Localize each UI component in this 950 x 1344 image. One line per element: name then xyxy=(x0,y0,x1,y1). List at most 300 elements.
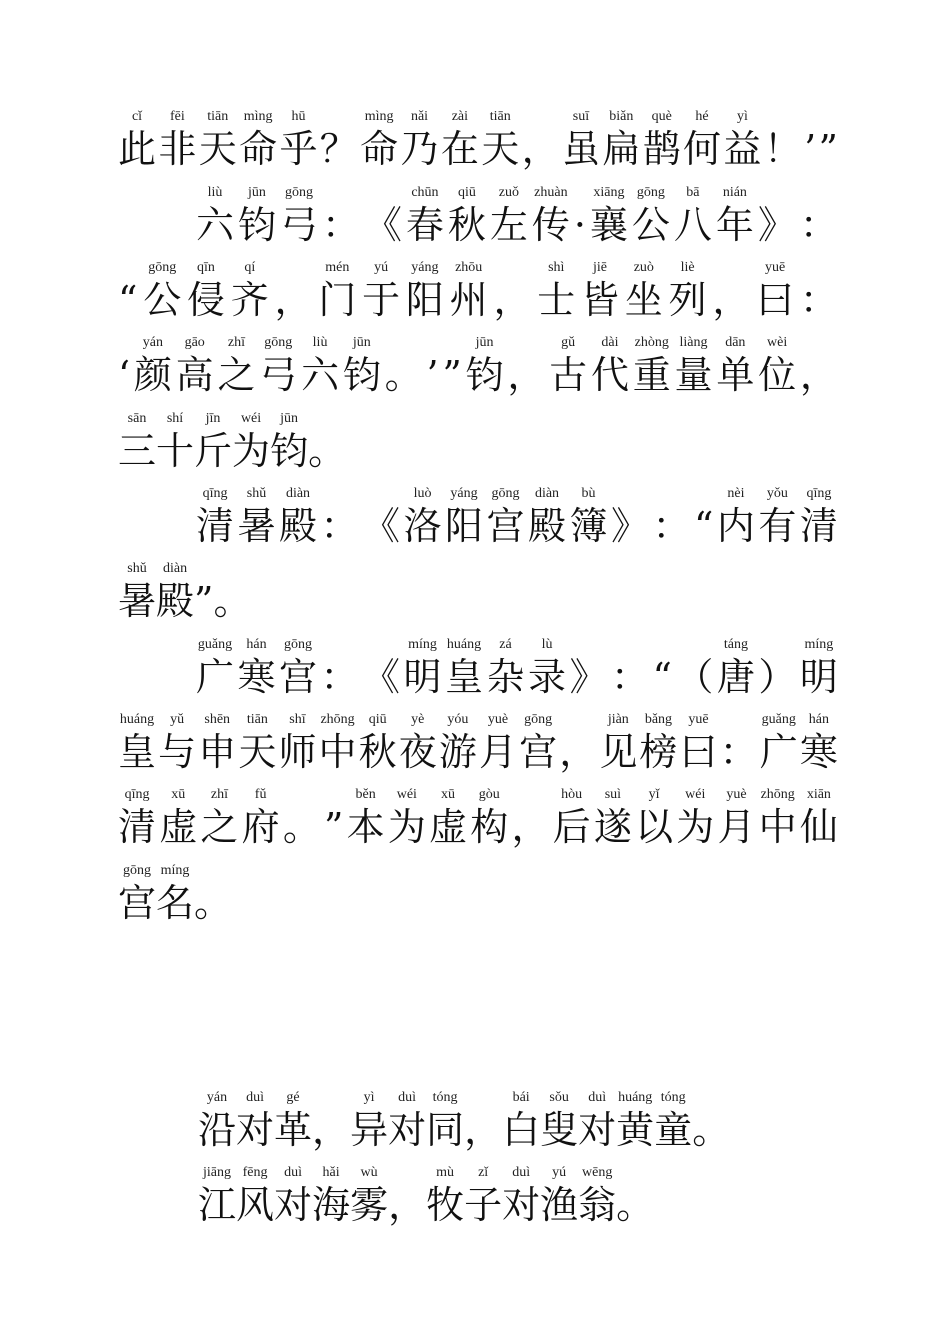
pinyin: fēi xyxy=(169,109,185,124)
ruby-char xyxy=(528,487,566,547)
ruby-char xyxy=(643,110,681,170)
text-line xyxy=(118,408,838,472)
hanzi: 虽 xyxy=(561,127,600,171)
hanzi: 中 xyxy=(318,730,357,774)
hanzi: 虚 xyxy=(429,805,468,849)
hanzi: 《 xyxy=(362,504,401,548)
pinyin: yuè xyxy=(487,712,509,727)
ruby-char xyxy=(360,110,398,170)
hanzi: 对 xyxy=(388,1108,427,1152)
hanzi: ’ xyxy=(426,353,439,397)
hanzi: 皆 xyxy=(581,278,620,322)
text-line xyxy=(118,106,838,170)
ruby-char xyxy=(134,336,172,396)
ruby-char xyxy=(196,487,234,547)
ruby-char xyxy=(680,713,718,773)
ruby-char xyxy=(578,1166,616,1226)
text-line xyxy=(196,634,838,698)
pinyin: zhōng xyxy=(760,787,795,802)
pinyin: xū xyxy=(171,787,186,802)
hanzi: 殿 xyxy=(528,504,567,548)
ruby-char xyxy=(442,336,461,396)
ruby-char xyxy=(800,336,838,396)
ruby-char xyxy=(301,336,339,396)
hanzi: 于 xyxy=(362,278,401,322)
hanzi: 唐 xyxy=(716,655,755,699)
hanzi: “ xyxy=(652,655,672,699)
hanzi: 位 xyxy=(758,353,797,397)
ruby-char xyxy=(312,1091,350,1151)
pinyin: yuē xyxy=(765,260,786,275)
pinyin: tóng xyxy=(432,1090,458,1105)
hanzi: ！ xyxy=(763,127,802,171)
pinyin: wēng xyxy=(582,1165,613,1180)
hanzi: 对 xyxy=(502,1183,541,1227)
ruby-char xyxy=(196,638,234,698)
hanzi: 代 xyxy=(590,353,629,397)
ruby-char xyxy=(238,487,276,547)
hanzi: 单 xyxy=(716,353,755,397)
pinyin: xū xyxy=(441,787,456,802)
hanzi: 寒 xyxy=(237,655,276,699)
pinyin: tiān xyxy=(207,109,229,124)
pinyin: duì xyxy=(512,1165,531,1180)
hanzi: 天 xyxy=(481,127,520,171)
pinyin: gōng xyxy=(123,863,151,878)
ruby-char xyxy=(570,638,608,698)
hanzi: 明 xyxy=(403,655,442,699)
ruby-char xyxy=(238,638,276,698)
hanzi: 六 xyxy=(301,353,340,397)
hanzi: 曰 xyxy=(679,730,718,774)
ruby-char xyxy=(236,1166,274,1226)
hanzi: 鹊 xyxy=(642,127,681,171)
ruby-char xyxy=(118,562,156,622)
ruby-char xyxy=(279,110,317,170)
hanzi: ” xyxy=(818,127,838,171)
ruby-char xyxy=(466,336,504,396)
ruby-char xyxy=(320,110,358,170)
pinyin: liù xyxy=(207,185,223,200)
hanzi: ” xyxy=(324,805,344,849)
hanzi: 公 xyxy=(631,203,670,247)
hanzi: 构 xyxy=(470,805,509,849)
ruby-char xyxy=(236,1091,274,1151)
ruby-char xyxy=(633,336,671,396)
pinyin: yáng xyxy=(411,260,439,275)
ruby-char xyxy=(429,788,467,848)
ruby-char xyxy=(217,336,255,396)
pinyin: zhòng xyxy=(634,335,669,350)
hanzi: 白 xyxy=(502,1108,541,1152)
ruby-char xyxy=(158,713,196,773)
ruby-char xyxy=(445,638,483,698)
pinyin: liù xyxy=(312,335,328,350)
ruby-char xyxy=(758,186,796,246)
ruby-char xyxy=(283,788,321,848)
pinyin: gōng xyxy=(284,637,312,652)
pinyin: hán xyxy=(246,637,267,652)
pinyin: duì xyxy=(246,1090,264,1105)
hanzi: 为 xyxy=(387,805,426,849)
ruby-char xyxy=(194,562,213,622)
hanzi: ： xyxy=(320,504,359,548)
pinyin: hū xyxy=(291,109,306,124)
ruby-char xyxy=(198,1091,236,1151)
pinyin: shǔ xyxy=(246,486,267,501)
ruby-char xyxy=(599,713,637,773)
ruby-char xyxy=(404,638,442,698)
ruby-char xyxy=(199,110,237,170)
hanzi: 中 xyxy=(758,805,797,849)
ruby-char xyxy=(692,1091,730,1151)
hanzi: 春 xyxy=(405,203,444,247)
verse-line xyxy=(198,1087,730,1151)
hanzi: 榜 xyxy=(639,730,678,774)
hanzi: ， xyxy=(493,278,532,322)
ruby-char xyxy=(399,713,437,773)
hanzi: 乎 xyxy=(279,127,318,171)
hanzi: ” xyxy=(194,579,214,623)
hanzi: ： xyxy=(652,504,691,548)
ruby-char xyxy=(493,261,531,321)
pinyin: zhī xyxy=(227,335,246,350)
hanzi: ， xyxy=(388,1183,427,1227)
hanzi: 为 xyxy=(232,429,271,473)
hanzi: ， xyxy=(464,1108,503,1152)
pinyin: duì xyxy=(398,1090,417,1105)
ruby-char xyxy=(654,1091,692,1151)
hanzi: ， xyxy=(274,278,313,322)
ruby-char xyxy=(439,713,477,773)
ruby-char xyxy=(519,713,557,773)
ruby-char xyxy=(280,186,318,246)
ruby-char xyxy=(359,713,397,773)
pinyin: qīng xyxy=(124,787,150,802)
ruby-char xyxy=(490,186,528,246)
ruby-char xyxy=(800,487,838,547)
ruby-char xyxy=(759,788,797,848)
ruby-char xyxy=(194,412,232,472)
hanzi: ， xyxy=(312,1108,351,1152)
ruby-char xyxy=(578,1091,616,1151)
pinyin: tóng xyxy=(660,1090,686,1105)
ruby-char xyxy=(756,261,794,321)
pinyin: gōng xyxy=(264,335,293,350)
hanzi: ？ xyxy=(319,127,358,171)
text-line xyxy=(196,483,838,547)
ruby-char xyxy=(632,186,670,246)
hanzi: 。 xyxy=(308,429,347,473)
hanzi: 非 xyxy=(158,127,197,171)
hanzi: 。 xyxy=(213,579,252,623)
hanzi: 夜 xyxy=(398,730,437,774)
ruby-char xyxy=(270,412,308,472)
ruby-char xyxy=(231,261,269,321)
ruby-char xyxy=(321,487,359,547)
ruby-char xyxy=(553,788,591,848)
pinyin: qí xyxy=(244,260,256,275)
pinyin: yú xyxy=(374,260,389,275)
hanzi: ： xyxy=(799,278,838,322)
ruby-char xyxy=(242,788,280,848)
hanzi: 侵 xyxy=(186,278,225,322)
ruby-char xyxy=(653,487,691,547)
hanzi: 宫 xyxy=(118,881,157,925)
pinyin: gōng xyxy=(636,185,665,200)
ruby-char xyxy=(764,110,802,170)
hanzi: 皇 xyxy=(445,655,484,699)
hanzi: 》 xyxy=(569,655,608,699)
pinyin: bǎng xyxy=(644,712,673,727)
hanzi: 殿 xyxy=(279,504,318,548)
hanzi: 见 xyxy=(599,730,638,774)
ruby-char xyxy=(406,261,444,321)
ruby-char xyxy=(156,412,194,472)
hanzi: 。 xyxy=(384,353,423,397)
ruby-char xyxy=(156,562,194,622)
ruby-char xyxy=(562,110,600,170)
hanzi: 为 xyxy=(676,805,715,849)
hanzi: “ xyxy=(694,504,714,548)
ruby-char xyxy=(118,864,156,924)
hanzi: 黄 xyxy=(616,1108,655,1152)
pinyin: hǎi xyxy=(322,1165,340,1180)
ruby-char xyxy=(364,186,402,246)
hanzi: 阳 xyxy=(405,278,444,322)
ruby-char xyxy=(611,638,649,698)
ruby-char xyxy=(324,788,343,848)
pinyin: dài xyxy=(601,335,619,350)
pinyin: gōng xyxy=(524,712,553,727)
hanzi: 明 xyxy=(799,655,838,699)
pinyin: yóu xyxy=(447,712,469,727)
pinyin: gōng xyxy=(148,260,177,275)
pinyin: jiàn xyxy=(607,712,629,727)
hanzi: 列 xyxy=(668,278,707,322)
ruby-char xyxy=(522,110,560,170)
hanzi: 《 xyxy=(362,655,401,699)
text-line xyxy=(118,332,838,396)
pinyin: bái xyxy=(512,1090,530,1105)
pinyin: yǔ xyxy=(170,712,185,727)
ruby-char xyxy=(502,1166,540,1226)
ruby-char xyxy=(279,487,317,547)
hanzi: 有 xyxy=(758,504,797,548)
ruby-char xyxy=(319,713,357,773)
pinyin: mén xyxy=(325,260,350,275)
text-line xyxy=(118,558,838,622)
ruby-char xyxy=(625,261,663,321)
hanzi: 广 xyxy=(196,655,235,699)
hanzi: （ xyxy=(675,655,714,699)
hanzi: 在 xyxy=(440,127,479,171)
hanzi: ’ xyxy=(804,127,817,171)
ruby-char xyxy=(274,1091,312,1151)
ruby-char xyxy=(804,110,816,170)
hanzi: ， xyxy=(521,127,560,171)
hanzi: ： xyxy=(320,655,359,699)
pinyin: gé xyxy=(286,1090,300,1105)
hanzi: 以 xyxy=(635,805,674,849)
pinyin: yì xyxy=(736,109,748,124)
pinyin: yú xyxy=(552,1165,567,1180)
hanzi: 秋 xyxy=(447,203,486,247)
ruby-char xyxy=(540,1166,578,1226)
pinyin: biǎn xyxy=(609,109,634,124)
hanzi: 对 xyxy=(236,1108,275,1152)
hanzi: 秋 xyxy=(358,730,397,774)
hanzi: 异 xyxy=(350,1108,389,1152)
ruby-char xyxy=(406,186,444,246)
hanzi: 。 xyxy=(616,1183,655,1227)
pinyin: huáng xyxy=(119,712,155,727)
ruby-char xyxy=(450,261,488,321)
pinyin: zhōu xyxy=(455,260,483,275)
pinyin: guǎng xyxy=(761,712,796,727)
pinyin: liè xyxy=(680,260,695,275)
ruby-char xyxy=(716,336,754,396)
pinyin: yáng xyxy=(450,486,478,501)
ruby-char xyxy=(540,1091,578,1151)
ruby-char xyxy=(156,864,194,924)
ruby-char xyxy=(308,412,346,472)
ruby-char xyxy=(118,110,156,170)
hanzi: 重 xyxy=(632,353,671,397)
pinyin: zá xyxy=(499,637,512,652)
pinyin: què xyxy=(651,109,672,124)
pinyin: lù xyxy=(541,637,553,652)
ruby-char xyxy=(537,261,575,321)
ruby-char xyxy=(616,1091,654,1151)
ruby-char xyxy=(200,788,238,848)
hanzi: 风 xyxy=(236,1183,275,1227)
hanzi: 襄 xyxy=(589,203,628,247)
text-line xyxy=(118,709,838,773)
ruby-char xyxy=(318,261,356,321)
pinyin: diàn xyxy=(534,486,560,501)
ruby-char xyxy=(487,487,525,547)
hanzi: 六 xyxy=(196,203,235,247)
hanzi: 师 xyxy=(278,730,317,774)
pinyin: bā xyxy=(686,185,700,200)
ruby-char xyxy=(694,487,713,547)
ruby-char xyxy=(448,186,486,246)
pinyin: zǐ xyxy=(478,1165,489,1180)
ruby-char xyxy=(441,110,479,170)
pinyin: wéi xyxy=(685,787,706,802)
pinyin: gōng xyxy=(284,185,313,200)
hanzi: 虚 xyxy=(159,805,198,849)
hanzi: 江 xyxy=(198,1183,237,1227)
text-line xyxy=(196,182,838,246)
pinyin: mìng xyxy=(364,109,394,124)
ruby-char xyxy=(602,110,640,170)
pinyin: mìng xyxy=(243,109,273,124)
pinyin: yè xyxy=(411,712,425,727)
ruby-char xyxy=(717,487,755,547)
ruby-char xyxy=(196,186,234,246)
hanzi: ： xyxy=(321,203,360,247)
hanzi: ” xyxy=(442,353,462,397)
ruby-char xyxy=(502,1091,540,1151)
hanzi: 》 xyxy=(611,504,650,548)
hanzi: “ xyxy=(118,278,138,322)
ruby-char xyxy=(362,261,400,321)
pinyin: qīn xyxy=(197,260,215,275)
hanzi: 公 xyxy=(143,278,182,322)
ruby-char xyxy=(507,336,545,396)
ruby-char xyxy=(312,1166,350,1226)
ruby-char xyxy=(143,261,181,321)
ruby-char xyxy=(616,1166,654,1226)
pinyin: jīn xyxy=(205,411,221,426)
pinyin: sǒu xyxy=(549,1090,569,1105)
hanzi: 广 xyxy=(759,730,798,774)
ruby-char xyxy=(581,261,619,321)
hanzi: · xyxy=(573,203,586,247)
pinyin: mù xyxy=(436,1165,455,1180)
hanzi: 宫 xyxy=(519,730,558,774)
pinyin: diàn xyxy=(162,561,188,576)
pinyin: zuǒ xyxy=(498,185,519,200)
hanzi: 此 xyxy=(118,127,157,171)
hanzi: 清 xyxy=(118,805,157,849)
hanzi: 月 xyxy=(717,805,756,849)
ruby-char xyxy=(574,186,586,246)
ruby-char xyxy=(723,110,761,170)
pinyin: nián xyxy=(722,185,747,200)
hanzi: 弓 xyxy=(259,353,298,397)
ruby-char xyxy=(800,261,838,321)
pinyin: qīng xyxy=(806,486,832,501)
ruby-char xyxy=(487,638,525,698)
ruby-char xyxy=(635,788,673,848)
ruby-char xyxy=(800,788,838,848)
text-line xyxy=(118,784,838,848)
pinyin: liàng xyxy=(679,335,708,350)
pinyin: jūn xyxy=(280,411,299,426)
pinyin: gōng xyxy=(491,486,520,501)
ruby-char xyxy=(350,1166,388,1226)
pinyin: jūn xyxy=(475,335,494,350)
pinyin: zhuàn xyxy=(534,185,568,200)
ruby-char xyxy=(532,186,570,246)
ruby-char xyxy=(819,110,838,170)
hanzi: 坐 xyxy=(624,278,663,322)
ruby-char xyxy=(118,336,130,396)
ruby-char xyxy=(676,788,714,848)
hanzi: 叟 xyxy=(540,1108,579,1152)
hanzi: 。 xyxy=(282,805,321,849)
ruby-char xyxy=(362,487,400,547)
ruby-char xyxy=(426,1091,464,1151)
hanzi: 弓 xyxy=(279,203,318,247)
hanzi: ， xyxy=(511,805,550,849)
hanzi: 扁 xyxy=(602,127,641,171)
ruby-char xyxy=(464,1091,502,1151)
ruby-char xyxy=(232,412,270,472)
pinyin: yán xyxy=(142,335,163,350)
hanzi: 颜 xyxy=(133,353,172,397)
text-line xyxy=(118,257,838,321)
pinyin: chūn xyxy=(411,185,439,200)
ruby-char xyxy=(118,713,156,773)
hanzi: 州 xyxy=(449,278,488,322)
pinyin: shǔ xyxy=(127,561,147,576)
pinyin: gāo xyxy=(184,335,205,350)
ruby-char xyxy=(343,336,381,396)
